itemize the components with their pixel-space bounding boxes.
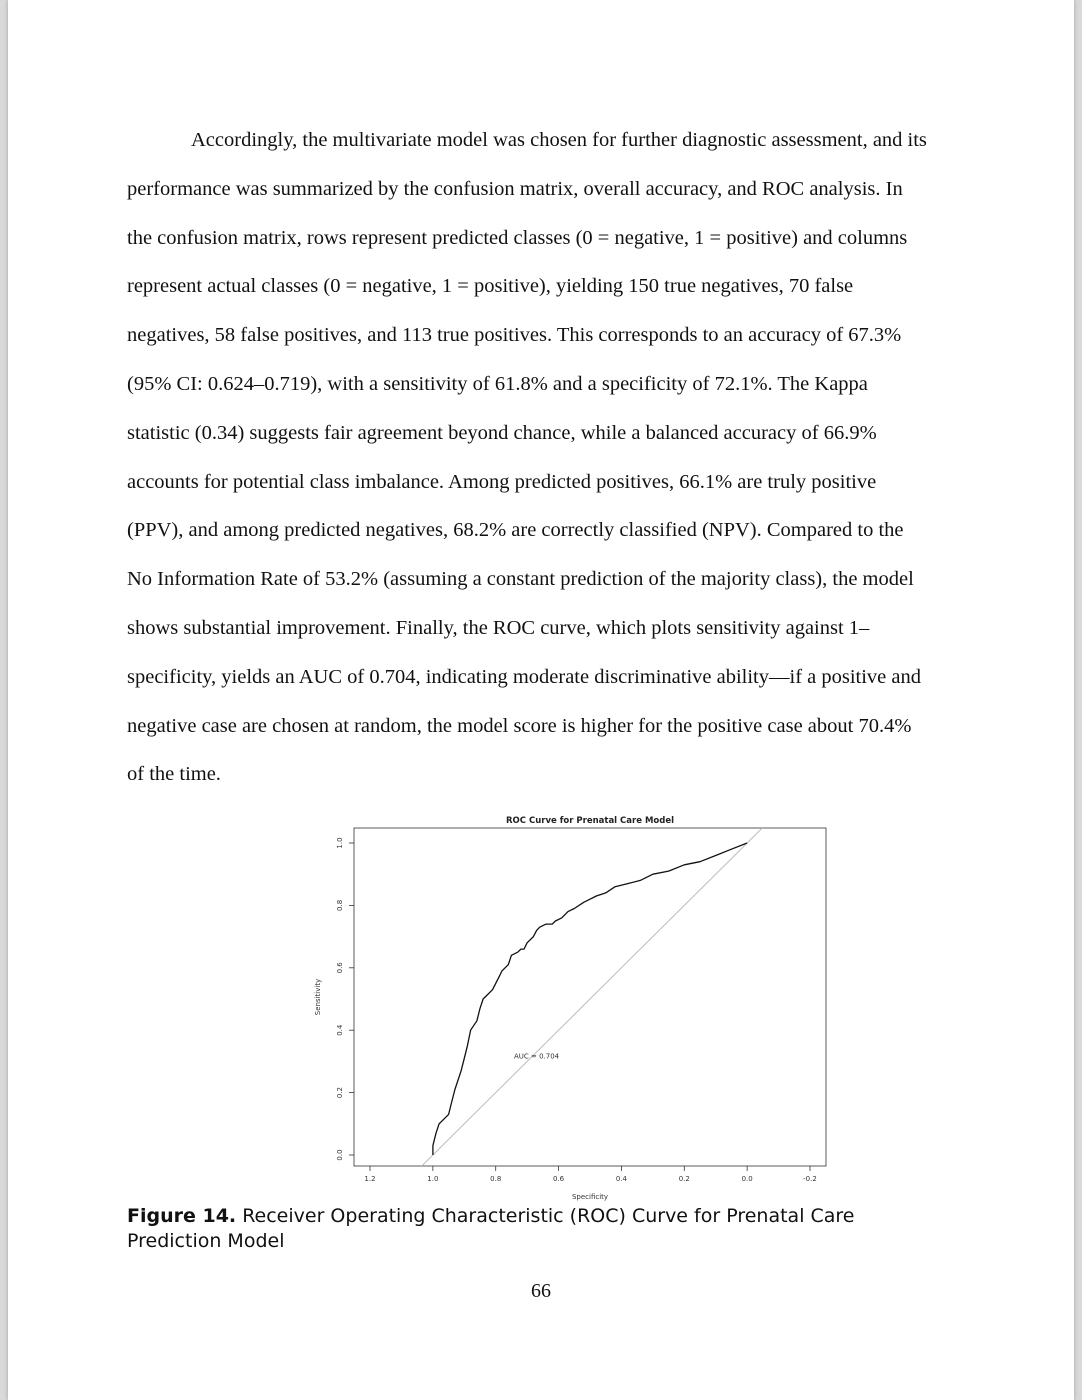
auc-annotation: AUC = 0.704	[513, 1052, 560, 1061]
x-tick-label: 0.0	[741, 1175, 753, 1183]
body-paragraph	[127, 116, 967, 799]
figure-caption	[127, 1204, 947, 1254]
page-number: 66	[531, 1280, 551, 1302]
paragraph-line: negatives, 58 false positives, and 113 true positives. This corresponds to an accuracy of 67.3%	[127, 324, 902, 347]
y-tick-label: 0.0	[336, 1149, 344, 1161]
y-tick-label: 0.2	[336, 1087, 344, 1099]
x-axis-label: Specificity	[571, 1193, 609, 1201]
paragraph-line: No Information Rate of 53.2% (assuming a constant prediction of the majority class), the model	[127, 568, 914, 591]
paragraph-line: performance was summarized by the confusion matrix, overall accuracy, and ROC analysis. In	[127, 177, 903, 200]
paragraph-line: Accordingly, the multivariate model was chosen for further diagnostic assessment, and its	[191, 129, 927, 151]
y-tick-label: 0.8	[336, 899, 344, 911]
chart-title: ROC Curve for Prenatal Care Model	[506, 816, 674, 826]
paragraph-line: statistic (0.34) suggests fair agreement beyond chance, while a balanced accuracy of 66.9%	[127, 421, 877, 444]
roc-figure	[308, 810, 828, 1205]
reference-line	[370, 810, 810, 1205]
y-tick-label: 0.4	[336, 1024, 344, 1036]
paragraph-line: (PPV), and among predicted negatives, 68.2% are correctly classified (NPV). Compared to the	[127, 519, 904, 542]
roc-chart	[308, 810, 828, 1205]
y-tick-label: 0.6	[336, 962, 344, 974]
paragraph-line: specificity, yields an AUC of 0.704, indicating moderate discriminative ability—if a positive and	[127, 665, 922, 688]
paragraph-line: the confusion matrix, rows represent predicted classes (0 = negative, 1 = positive) and columns	[127, 226, 908, 249]
figure-label: Figure 14.	[127, 1205, 237, 1227]
figure-caption-text: Receiver Operating Characteristic (ROC) Curve for Prenatal Care Prediction Model	[127, 1205, 855, 1252]
x-tick-label: 0.6	[553, 1175, 565, 1183]
paragraph-line: of the time.	[127, 763, 221, 786]
y-tick-label: 1.0	[336, 837, 344, 849]
plot-frame	[354, 828, 826, 1166]
x-tick-label: 0.2	[678, 1175, 690, 1183]
x-tick-label: 1.0	[427, 1175, 439, 1183]
paragraph-line: represent actual classes (0 = negative, 1 = positive), yielding 150 true negatives, 70 false	[127, 275, 854, 298]
y-axis-label: Sensitivity	[314, 978, 322, 1016]
x-tick-label: -0.2	[803, 1175, 817, 1183]
x-tick-label: 0.4	[615, 1175, 627, 1183]
paragraph-line: negative case are chosen at random, the model score is higher for the positive case about 70.4%	[127, 714, 912, 737]
document-page	[8, 0, 1074, 1400]
paragraph-line: (95% CI: 0.624–0.719), with a sensitivity of 61.8% and a specificity of 72.1%. The Kappa	[127, 372, 868, 395]
x-tick-label: 0.8	[490, 1175, 502, 1183]
paragraph-line: accounts for potential class imbalance. Among predicted positives, 66.1% are truly positive	[127, 470, 877, 493]
x-tick-label: 1.2	[364, 1175, 376, 1183]
paragraph-line: shows substantial improvement. Finally, the ROC curve, which plots sensitivity against 1–	[127, 616, 870, 639]
